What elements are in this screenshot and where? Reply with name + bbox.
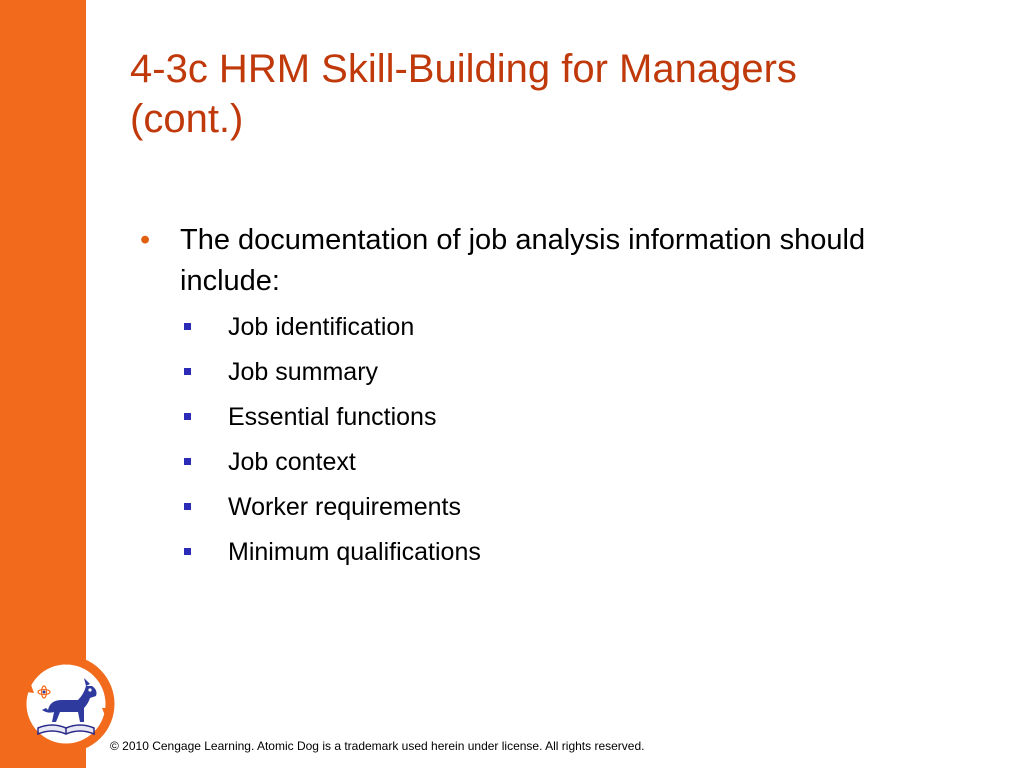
main-bullet — [130, 220, 1010, 302]
sub-bullet-item — [180, 395, 1010, 440]
square-bullet-icon — [184, 323, 191, 330]
bullet-dot-icon: • — [140, 224, 151, 256]
sub-bullet-list — [180, 305, 1010, 575]
sub-bullet-item — [180, 485, 1010, 530]
sub-bullet-label: Job identification — [228, 313, 415, 341]
sub-bullet-item — [180, 440, 1010, 485]
sub-bullet-label: Job summary — [228, 358, 379, 386]
square-bullet-icon — [184, 413, 191, 420]
sub-bullet-item — [180, 350, 1010, 395]
main-bullet-text-line-1: The documentation of job analysis information should — [180, 224, 866, 256]
sub-bullet-label: Worker requirements — [228, 493, 461, 521]
slide-title-line-2: (cont.) — [130, 97, 244, 141]
slide-title-line-1: 4-3c HRM Skill-Building for Managers — [130, 47, 797, 91]
copyright-footer: © 2010 Cengage Learning. Atomic Dog is a trademark used herein under license. All rights reserved. — [110, 739, 645, 753]
slide-title — [130, 44, 990, 144]
square-bullet-icon — [184, 368, 191, 375]
sub-bullet-label: Essential functions — [228, 403, 437, 431]
atomic-dog-logo-icon — [14, 652, 118, 756]
main-bullet-text-line-2: include: — [180, 265, 280, 297]
slide-body — [130, 220, 1010, 575]
sub-bullet-item — [180, 305, 1010, 350]
square-bullet-icon — [184, 503, 191, 510]
square-bullet-icon — [184, 458, 191, 465]
sub-bullet-label: Job context — [228, 448, 356, 476]
sub-bullet-item — [180, 530, 1010, 575]
square-bullet-icon — [184, 548, 191, 555]
sub-bullet-label: Minimum qualifications — [228, 538, 481, 566]
